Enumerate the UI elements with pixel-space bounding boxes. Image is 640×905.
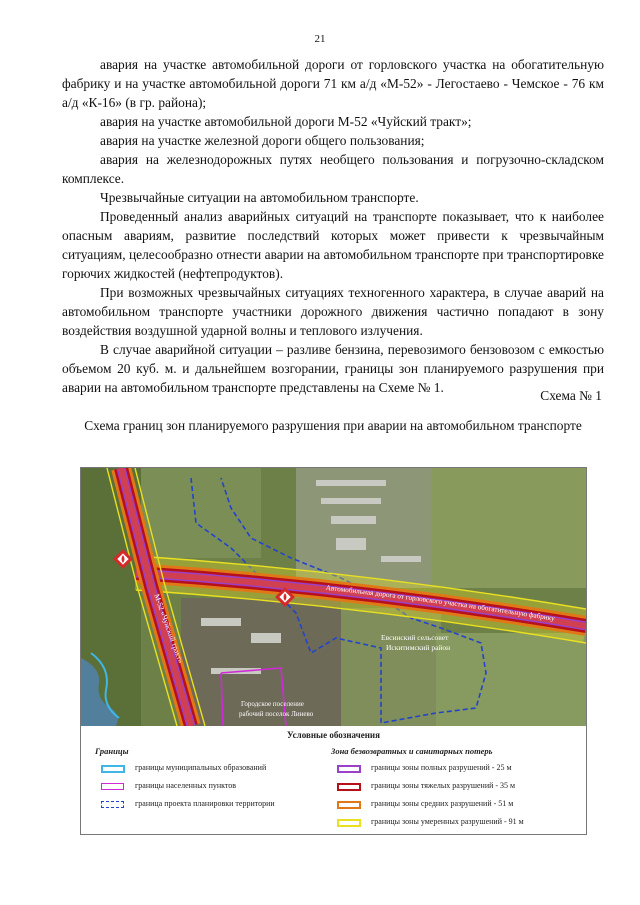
area-label: Искитимский район xyxy=(386,643,451,652)
area-label: Евсинский сельсовет xyxy=(381,633,449,642)
legend-symbol xyxy=(337,801,361,809)
satellite-map xyxy=(81,468,586,726)
terrain-field xyxy=(436,633,586,726)
terrain-field xyxy=(141,468,261,558)
paragraph: авария на участке железной дороги общего пользования; xyxy=(100,133,425,148)
settlement-label: рабочий поселок Линево xyxy=(239,710,314,718)
legend-heading-boundaries: Границы xyxy=(95,746,129,756)
body-text xyxy=(62,55,604,397)
legend-symbol xyxy=(337,765,361,773)
paragraph: авария на железнодорожных путях необщего пользования и погрузочно-складском комплексе. xyxy=(62,152,604,186)
legend-symbol xyxy=(101,765,125,773)
road-label-main: Автомобильная дорога от горловского участка на обогатительную фабрику xyxy=(325,583,556,623)
section-heading: Чрезвычайные ситуации на автомобильном транспорте. xyxy=(100,190,419,205)
legend-symbol xyxy=(337,783,361,791)
paragraph: авария на участке автомобильной дороги от горловского участка на обогатительную фабрику и на участке автомобильной дороги 71 км а/д «М-52» - Легостаево - Чемское - 76 км а/д «К-16» (в гр. района); xyxy=(62,57,604,110)
paragraph: авария на участке автомобильной дороги М-52 «Чуйский тракт»; xyxy=(100,114,472,129)
legend-title: Условные обозначения xyxy=(287,730,380,740)
legend-symbol xyxy=(337,819,361,827)
settlement-label: Городское поселение xyxy=(241,700,304,708)
legend-symbol xyxy=(101,783,124,790)
paragraph: В случае аварийной ситуации – разливе бензина, перевозимого бензовозом с емкостью объемом 20 куб. м. и дальнейшем возгорании, границы зон планируемого разрушения при аварии на автомобильном транспорте представлены на Схеме № 1. xyxy=(62,342,604,395)
terrain-field xyxy=(341,608,441,726)
legend-symbol xyxy=(101,801,124,808)
map-legend: Условные обозначения Границы Зона безвозвратных и санитарных потерь границы муниципальных образований границы населенных пунктов граница проекта планировки территории границы зоны полных разрушений - 25 м границы зоны тяжелых разрушений - 35 м границы зоны средних разрушений - 51 м границы зоны умеренных разрушений - 91 м xyxy=(81,726,586,834)
paragraph: Проведенный анализ аварийных ситуаций на транспорте показывает, что к наиболее опасным авариям, развитие последствий которых может привести к чрезвычайным ситуациям, целесообразно отнести аварии на автомобильном транспорте при транспортировке горючих жидкостей (нефтепродуктов). xyxy=(62,209,604,281)
scheme-label: Схема № 1 xyxy=(540,388,602,403)
scheme-title: Схема границ зон планируемого разрушения при аварии на автомобильном транспорте xyxy=(84,418,582,433)
legend-heading-losses: Зона безвозвратных и санитарных потерь xyxy=(331,746,493,756)
paragraph: При возможных чрезвычайных ситуациях техногенного характера, в случае аварий на автомобильном транспорте участники дорожного движения частично попадают в зону воздействия воздушной ударной волны и теплового излучения. xyxy=(62,285,604,338)
scheme-map xyxy=(80,467,587,835)
page-number: 21 xyxy=(314,33,326,45)
road-label-m52: М-52 «Чуйский тракт» xyxy=(152,592,186,665)
terrain-field xyxy=(431,468,586,588)
